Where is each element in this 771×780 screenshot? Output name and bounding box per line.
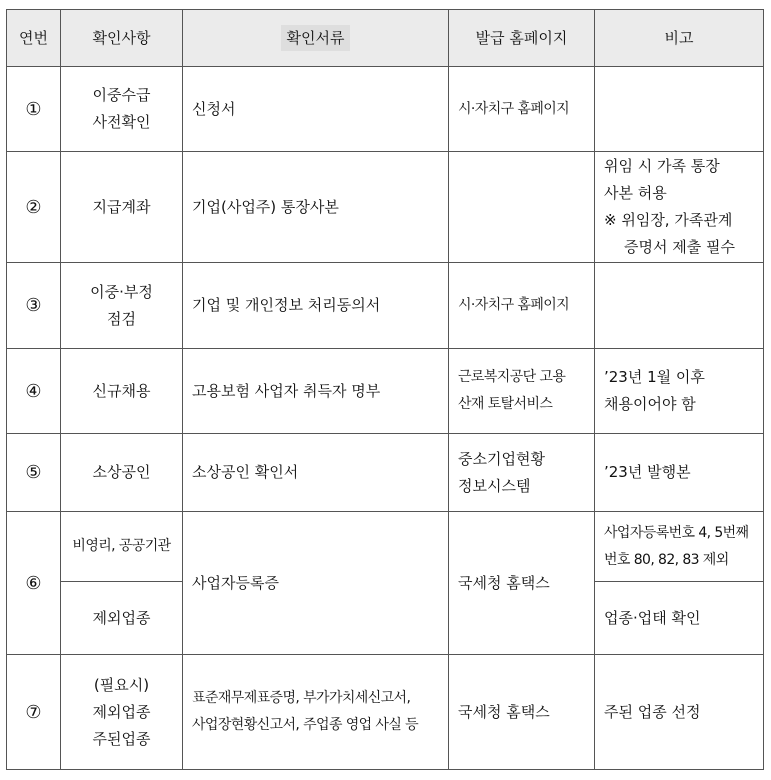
site-cell: 근로복지공단 고용 산재 토탈서비스 <box>449 349 595 434</box>
row-number: ② <box>7 152 61 263</box>
note-cell <box>595 263 764 349</box>
row-number: ③ <box>7 263 61 349</box>
table-row <box>7 512 764 582</box>
table-row <box>7 434 764 512</box>
document-checklist-table <box>6 9 764 770</box>
check-item: (필요시) 제외업종 주된업종 <box>61 655 183 770</box>
row-number: ⑥ <box>7 512 61 655</box>
site-cell: 국세청 홈택스 <box>449 655 595 770</box>
header-item: 확인사항 <box>61 10 183 67</box>
note-cell: 업종·업태 확인 <box>595 582 764 655</box>
check-item: 비영리, 공공기관 <box>61 512 183 582</box>
site-cell: 국세청 홈택스 <box>449 512 595 655</box>
site-cell: 시·자치구 홈페이지 <box>449 263 595 349</box>
check-item: 신규채용 <box>61 349 183 434</box>
site-cell: 중소기업현황 정보시스템 <box>449 434 595 512</box>
table-row <box>7 67 764 152</box>
document-cell: 사업자등록증 <box>183 512 449 655</box>
document-cell: 표준재무제표증명, 부가가치세신고서, 사업장현황신고서, 주업종 영업 사실 등 <box>183 655 449 770</box>
row-number: ⑦ <box>7 655 61 770</box>
table-row <box>7 263 764 349</box>
header-no: 연번 <box>7 10 61 67</box>
site-cell: 시·자치구 홈페이지 <box>449 67 595 152</box>
table-row <box>7 655 764 770</box>
note-cell <box>595 67 764 152</box>
row-number: ⑤ <box>7 434 61 512</box>
check-item: 이중·부정 점검 <box>61 263 183 349</box>
note-cell: 사업자등록번호 4, 5번째 번호 80, 82, 83 제외 <box>595 512 764 582</box>
site-cell <box>449 152 595 263</box>
header-document: 확인서류 <box>183 10 449 67</box>
header-row <box>7 10 764 67</box>
check-item: 소상공인 <box>61 434 183 512</box>
table-row <box>7 349 764 434</box>
check-item: 지급계좌 <box>61 152 183 263</box>
document-cell: 고용보험 사업자 취득자 명부 <box>183 349 449 434</box>
document-cell: 신청서 <box>183 67 449 152</box>
table-row <box>7 152 764 263</box>
header-site: 발급 홈페이지 <box>449 10 595 67</box>
row-number: ① <box>7 67 61 152</box>
note-cell: 위임 시 가족 통장 사본 허용 ※ 위임장, 가족관계 증명서 제출 필수 <box>595 152 764 263</box>
document-cell: 기업 및 개인정보 처리동의서 <box>183 263 449 349</box>
check-item: 이중수급 사전확인 <box>61 67 183 152</box>
row-number: ④ <box>7 349 61 434</box>
header-note: 비고 <box>595 10 764 67</box>
note-cell: ’23년 발행본 <box>595 434 764 512</box>
document-cell: 소상공인 확인서 <box>183 434 449 512</box>
check-item: 제외업종 <box>61 582 183 655</box>
note-cell: 주된 업종 선정 <box>595 655 764 770</box>
note-cell: ’23년 1월 이후 채용이어야 함 <box>595 349 764 434</box>
document-cell: 기업(사업주) 통장사본 <box>183 152 449 263</box>
